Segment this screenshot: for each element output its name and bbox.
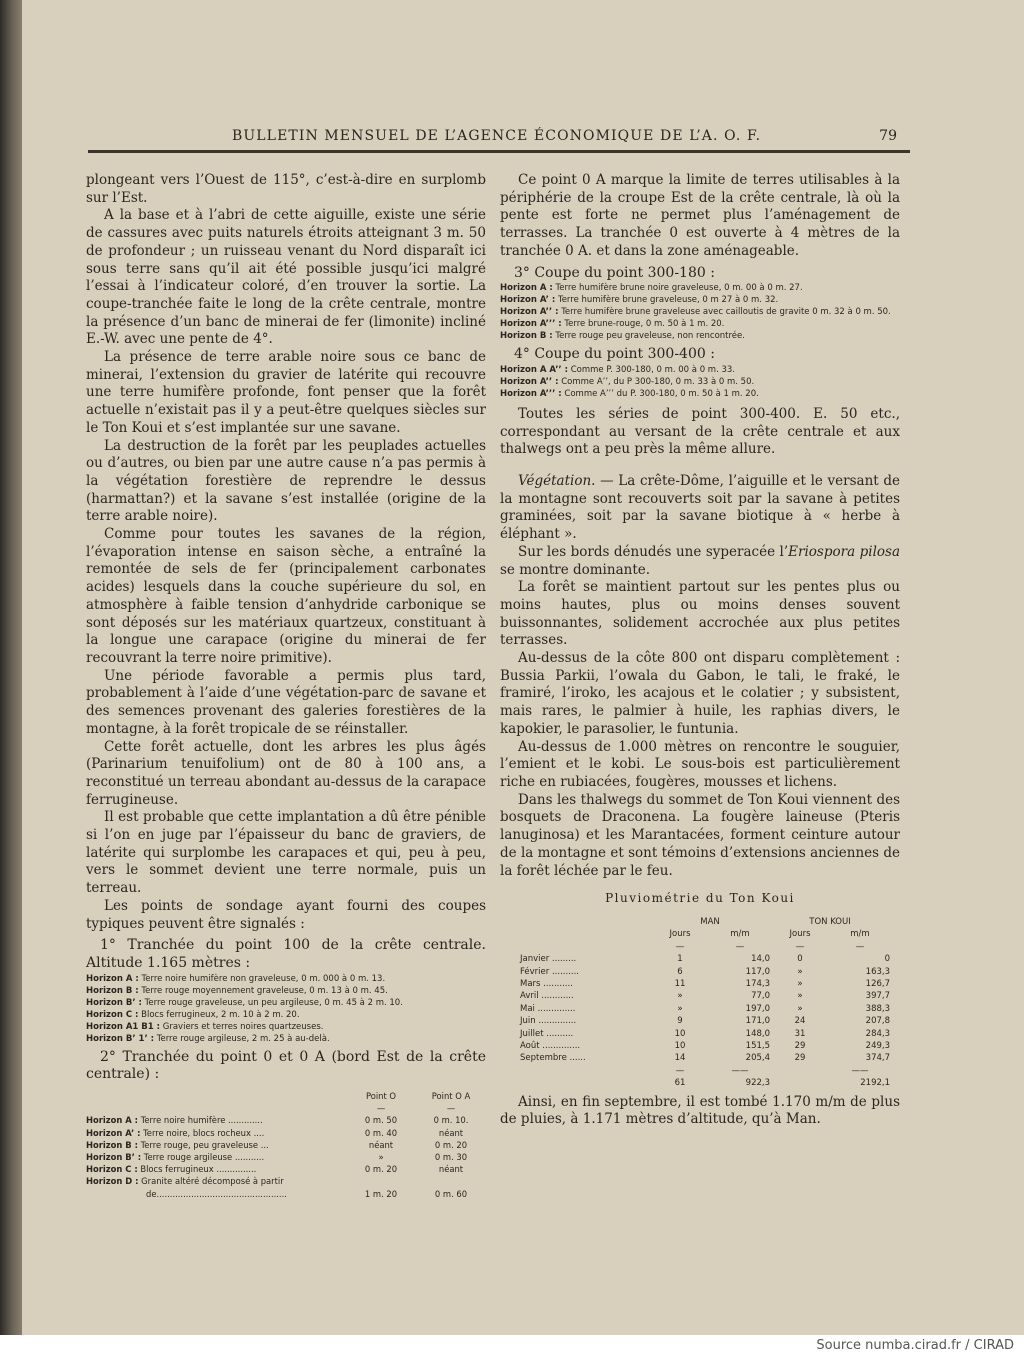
left-column (86, 172, 486, 1200)
paragraph: Dans les thalwegs du sommet de Ton Koui viennent des bosquets de Draconena. La fougère laineuse (Pteris lanuginosa) et les Marantacées, forment ceinture autour de la montagne et sont témoins d’extensions anciennes de la forêt léchée par le feu. (500, 791, 900, 879)
paragraph: Végétation. — La crête-Dôme, l’aiguille et le versant de la montagne sont recouverts soit par la savane à petites graminées, soit par la savane biotique à « herbe à éléphant ». (500, 473, 900, 543)
running-header (92, 128, 907, 150)
table-row: Août .............. 10 151,5 29 249,3 (520, 1040, 890, 1051)
table-row: Horizon B’ : Terre rouge argileuse ........... » 0 m. 30 (86, 1152, 468, 1163)
table-row: Mars ........... 11 174,3 » 126,7 (520, 978, 890, 989)
table-total-row: 61 922,3 2192,1 (674, 1078, 890, 1089)
horizon-list (500, 282, 900, 342)
column-group: TON KOUI (809, 916, 851, 927)
paragraph: Toutes les séries de point 300-400. E. 50 etc., correspondant au versant de la crête centrale et aux thalwegs ont a peu près la même allure. (500, 405, 900, 458)
paragraph: La destruction de la forêt par les peuplades actuelles ou d’autres, ou bien par une autre cause n’a pas permis à la végétation forestière de reprendre le dessus (harmattan?) et la savane s’est installée (origine de la terre arable noire). (86, 437, 486, 525)
list-item: Horizon A1 B1 : Graviers et terres noires quartzeuses. (86, 1021, 324, 1032)
table-row: Juin .............. 9 171,0 24 207,8 (520, 1016, 890, 1027)
header-rule (88, 150, 910, 153)
paragraph: La forêt se maintient partout sur les pentes plus ou moins hautes, plus ou moins denses souvent buissonnantes, solidement accrochée aux plus petites terrasses. (500, 579, 900, 649)
table-row: Horizon B : Terre rouge, peu graveleuse ... néant 0 m. 20 (86, 1139, 468, 1150)
rainfall-table: MAN TON KOUI Jours m/m Jours m/m — — — — Janvier ......... 1 14,0 0 0 Février .......... 6 117,0 » 163,3 Mars ........... 11 174,3 » 126,7 Avril ............ » 77,0 » 397,7 Mai .............. » 197,0 » 388,3 Juin .............. 9 171,0 24 207,8 Juillet .......... 10 148,0 31 284,3 Août .............. 10 151,5 29 249,3 Septembre ...... 14 205,4 29 374,7 — —— —— 61 922,3 2192,1 (520, 916, 890, 1089)
section-heading: 2° Tranchée du point 0 et 0 A (bord Est de la crête centrale) : (86, 1048, 486, 1083)
section-heading: 4° Coupe du point 300-400 : (514, 346, 715, 363)
list-item: Horizon B’ : Terre rouge graveleuse, un peu argileuse, 0 m. 45 à 2 m. 10. (86, 997, 403, 1008)
paragraph: plongeant vers l’Ouest de 115°, c’est-à-dire en surplomb sur l’Est. (86, 172, 486, 206)
paragraph: Sur les bords dénudés une syperacée l’Eriospora pilosa se montre dominante. (500, 543, 900, 578)
paragraph: Les points de sondage ayant fourni des coupes typiques peuvent être signalés : (86, 897, 486, 932)
table-row: Juillet .......... 10 148,0 31 284,3 (520, 1028, 890, 1039)
table-row: Février .......... 6 117,0 » 163,3 (520, 966, 890, 977)
column-header: Point O A (431, 1091, 471, 1102)
list-item: Horizon B : Terre rouge moyennement graveleuse, 0 m. 13 à 0 m. 45. (86, 985, 388, 996)
table-row: Avril ............ » 77,0 » 397,7 (520, 991, 890, 1002)
column-header: Jours (789, 929, 811, 940)
table-title: Pluviométrie du Ton Koui (605, 891, 795, 906)
source-credit: Source numba.cirad.fr / CIRAD (816, 1338, 1014, 1353)
list-item: Horizon B : Terre rouge peu graveleuse, non rencontrée. (500, 331, 745, 342)
paragraph: Ce point 0 A marque la limite de terres utilisables à la périphérie de la croupe Est de la crête centrale, là où la pente est forte ne permet plus l’aménagement de terrasses. La tranchée 0 est ouverte à 4 mètres de la tranchée 0 A. et dans la zone aménageable. (500, 172, 900, 259)
table-row: de................................................. 1 m. 20 0 m. 60 (146, 1188, 468, 1199)
list-item: Horizon A : Terre noire humifère non graveleuse, 0 m. 000 à 0 m. 13. (86, 973, 386, 984)
paragraph: La présence de terre arable noire sous ce banc de minerai, l’extension du gravier de latérite qui recouvre une terre humifère profonde, font penser que la forêt actuelle n’existait pas il y a peut-être quelques siècles sur le Ton Koui et s’est implantée sur une savane. (86, 349, 486, 436)
header-title: BULLETIN MENSUEL DE L’AGENCE ÉCONOMIQUE DE L’A. O. F. (232, 128, 762, 144)
trench-table: Point O Point O A — — Horizon A : Terre noire humifère ............. 0 m. 50 0 m. 10. Horizon A’ : Terre noire, blocs rocheux .... 0 m. 40 néant Horizon B : Terre rouge, peu graveleuse ... néant 0 m. 20 Horizon B’ : Terre rouge argileuse ........... » 0 m. 30 Horizon C : Blocs ferrugineux ............... 0 m. 20 néant Horizon D : Granite altéré décomposé à partir de................................................. 1 m. 20 0 m. 60 (86, 1090, 486, 1200)
page-number: 79 (879, 128, 897, 144)
paragraph: Au-dessus de la côte 800 ont disparu complètement : Bussia Parkii, l’owala du Gabon, le tali, le fraké, le framiré, l’iroko, les acajous et le colatier ; y subsistent, mais rares, le palmier à huile, les raphias divers, le kapokier, le parasolier, le funtunia. (500, 650, 900, 737)
page-edge (0, 0, 22, 1360)
list-item: Horizon A’ : Terre humifère brune graveleuse, 0 m 27 à 0 m. 32. (500, 295, 779, 306)
list-item: Horizon C : Blocs ferrugineux, 2 m. 10 à 2 m. 20. (86, 1009, 300, 1020)
section-heading: 3° Coupe du point 300-180 : (514, 264, 715, 281)
column-header: m/m (850, 929, 870, 940)
horizon-list (500, 364, 900, 400)
horizon-list (86, 973, 486, 1045)
paragraph: Il est probable que cette implantation a dû être pénible si l’on en juge par l’épaisseur du banc de graviers, de latérite qui surplombe les carapaces et qui, peu à peu, vers le sommet devient une terre normale, puis un terreau. (86, 809, 486, 897)
section-heading: 1° Tranchée du point 100 de la crête centrale. Altitude 1.165 mètres : (86, 937, 486, 971)
footer-bar (0, 1335, 1024, 1360)
column-header: Point O (365, 1091, 397, 1102)
list-item: Horizon A A’’ : Comme P. 300-180, 0 m. 00 à 0 m. 33. (500, 364, 736, 375)
table-row: Horizon C : Blocs ferrugineux ............... 0 m. 20 néant (86, 1164, 464, 1175)
column-group: MAN (700, 916, 720, 927)
paragraph: Comme pour toutes les savanes de la région, l’évaporation intense en saison sèche, a entraîné la remontée de sels de fer (principalement carbonates acides) lesquels dans la couche supérieure du sol, en atmosphère à faible tension d’anhydride carbonique se sont déposés sur les matériaux quartzeux, constituant à la longue une carapace (origine du minerai de fer recouvrant la terre noire primitive). (86, 526, 486, 666)
vegetation-label: Végétation. (518, 473, 596, 490)
paragraph: Au-dessus de 1.000 mètres on rencontre le souguier, l’emient et le kobi. Le sous-bois est particulièrement riche en rubiacées, fougères, mousses et lichens. (500, 738, 900, 790)
table-row: Janvier ......... 1 14,0 0 0 (520, 954, 890, 965)
column-header: Jours (669, 929, 691, 940)
list-item: Horizon A’’’ : Comme A’’’ du P. 300-180, 0 m. 50 à 1 m. 20. (500, 388, 759, 399)
list-item: Horizon B’ 1’ : Terre rouge argileuse, 2 m. 25 à au-delà. (86, 1033, 330, 1044)
list-item: Horizon A’’’ : Terre brune-rouge, 0 m. 50 à 1 m. 20. (500, 319, 725, 330)
paragraph: Une période favorable a permis plus tard, probablement à l’aide d’une végétation-parc de savane et des semences provenant des galeries forestières de la montagne, à la forêt tropicale de se réinstaller. (86, 667, 486, 737)
list-item: Horizon A : Terre humifère brune noire graveleuse, 0 m. 00 à 0 m. 27. (500, 283, 803, 294)
paragraph: A la base et à l’abri de cette aiguille, existe une série de cassures avec puits naturels étroits atteignant 3 m. 50 de profondeur ; un ruisseau venant du Nord disparaît ici sous terre sans qu’il ait été possible jusqu’ici malgré l’essai à l’indicateur coloré, d’en trouver la sortie. La coupe-tranchée faite le long de la crête centrale, montre la présence d’un banc de minerai de fer (limonite) incliné E.-W. avec une pente de 4°. (86, 207, 486, 348)
table-row: Horizon A’ : Terre noire, blocs rocheux .... 0 m. 40 néant (86, 1127, 464, 1138)
column-header: m/m (730, 929, 750, 940)
paragraph: Ainsi, en fin septembre, il est tombé 1.170 m/m de plus de pluies, à 1.171 mètres d’altitude, qu’à Man. (500, 1093, 900, 1128)
list-item: Horizon A’’ : Terre humifère brune graveleuse avec cailloutis de gravite 0 m. 32 à 0 m. 50. (500, 307, 891, 318)
table-row: Horizon A : Terre noire humifère ............. 0 m. 50 0 m. 10. (86, 1115, 469, 1126)
right-column (500, 172, 900, 1129)
table-row: Septembre ...... 14 205,4 29 374,7 (520, 1053, 890, 1064)
paragraph: Cette forêt actuelle, dont les arbres les plus âgés (Parinarium tenuifolium) ont de 80 à 100 ans, a reconstitué un terreau abondant au-dessus de la carapace ferrugineuse. (86, 738, 486, 808)
list-item: Horizon A’’ : Comme A’’, du P 300-180, 0 m. 33 à 0 m. 50. (500, 376, 755, 387)
table-row: Mai .............. » 197,0 » 388,3 (520, 1003, 890, 1014)
table-row: Horizon D : Granite altéré décomposé à partir (86, 1176, 284, 1187)
